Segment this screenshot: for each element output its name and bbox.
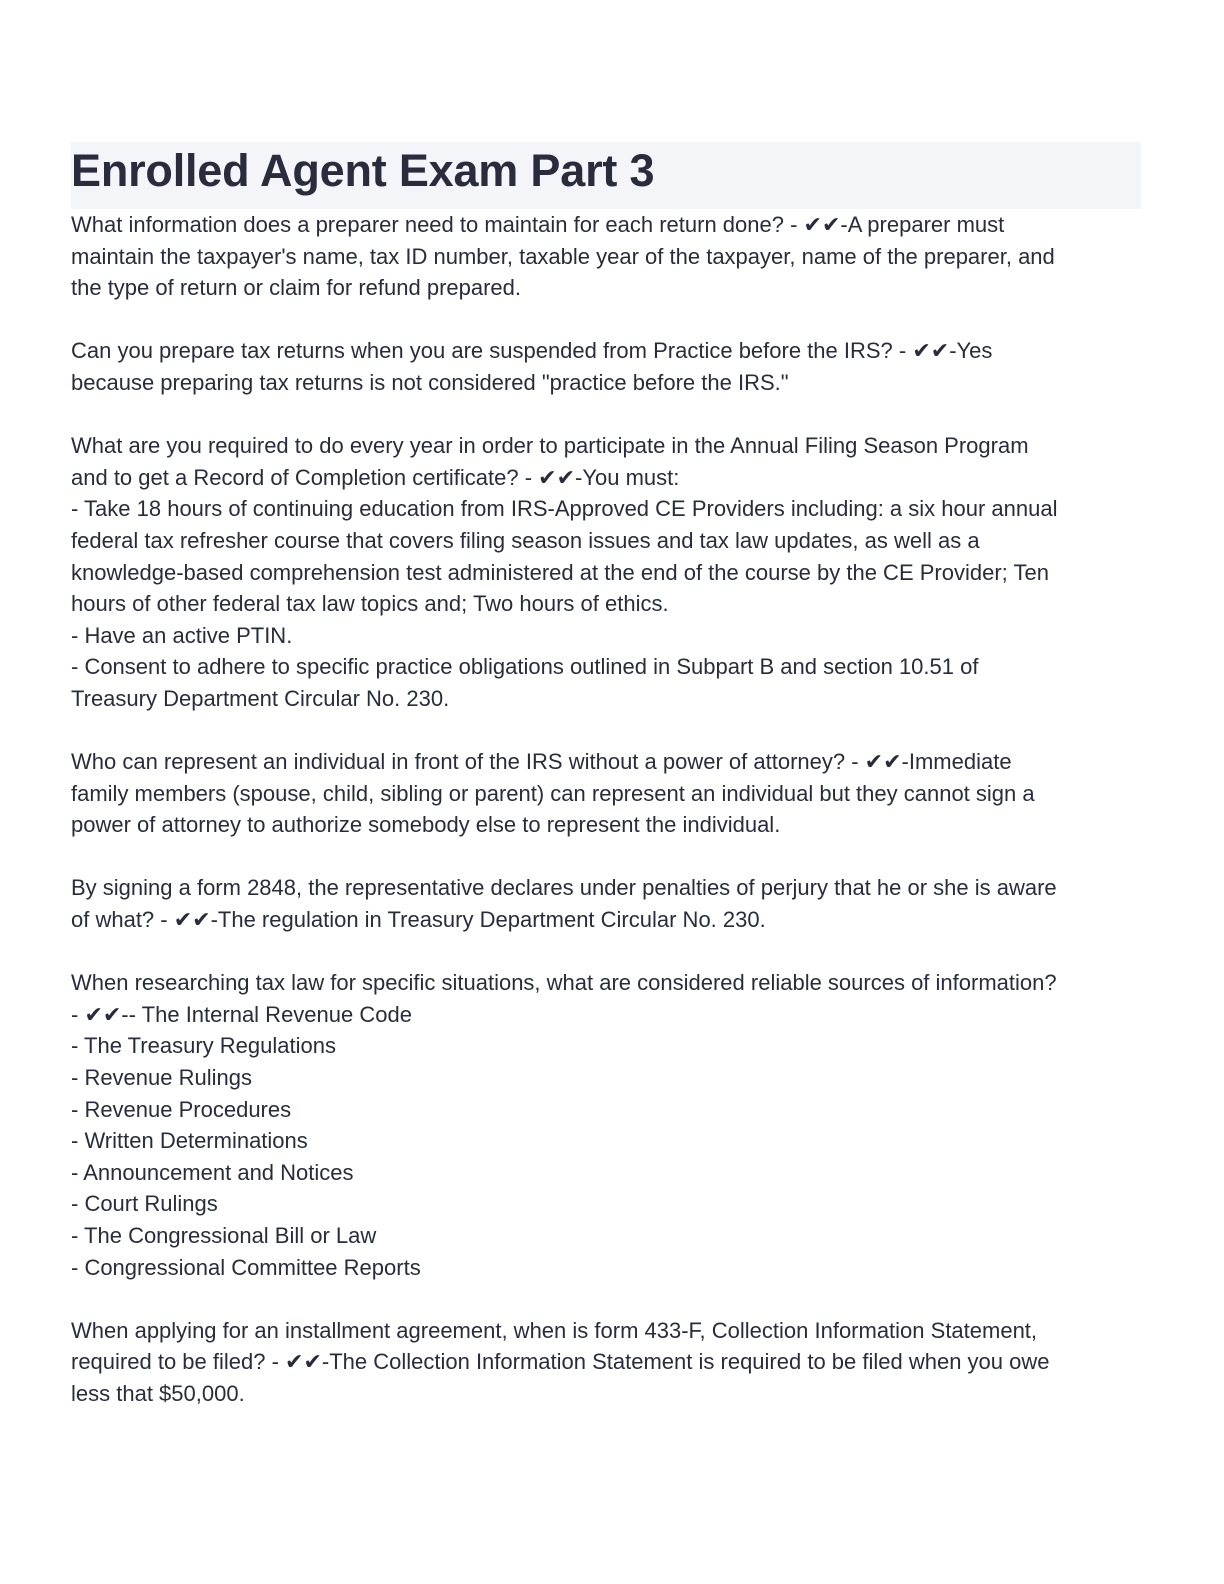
qa-item bbox=[71, 209, 1141, 304]
qa-line: What are you required to do every year in order to participate in the Annual Filing Season Program bbox=[71, 433, 1029, 459]
qa-line: Treasury Department Circular No. 230. bbox=[71, 685, 450, 711]
qa-item bbox=[71, 872, 1141, 935]
title-banner bbox=[71, 142, 1141, 209]
qa-line: federal tax refresher course that covers filing season issues and tax law updates, as well as a bbox=[71, 527, 980, 553]
qa-line: Who can represent an individual in front of the IRS without a power of attorney? - ✔✔-Immediate bbox=[71, 749, 1012, 775]
qa-item bbox=[71, 746, 1141, 841]
qa-line: - Have an active PTIN. bbox=[71, 622, 293, 648]
qa-line: - Announcement and Notices bbox=[71, 1159, 354, 1185]
qa-line: family members (spouse, child, sibling or parent) can represent an individual but they cannot sign a bbox=[71, 780, 1035, 806]
qa-line: By signing a form 2848, the representative declares under penalties of perjury that he or she is aware bbox=[71, 875, 1057, 901]
document-page bbox=[71, 142, 1141, 1441]
qa-line: and to get a Record of Completion certificate? - ✔✔-You must: bbox=[71, 464, 680, 490]
qa-line: Can you prepare tax returns when you are suspended from Practice before the IRS? - ✔✔-Yes bbox=[71, 338, 993, 364]
qa-line: When applying for an installment agreement, when is form 433-F, Collection Information Statement, bbox=[71, 1317, 1038, 1343]
qa-line: - The Treasury Regulations bbox=[71, 1033, 336, 1059]
qa-line: When researching tax law for specific situations, what are considered reliable sources of information? bbox=[71, 970, 1057, 996]
qa-line: hours of other federal tax law topics and; Two hours of ethics. bbox=[71, 591, 669, 617]
document-body bbox=[71, 209, 1141, 1410]
qa-line: What information does a preparer need to maintain for each return done? - ✔✔-A preparer must bbox=[71, 212, 1005, 237]
page-title: Enrolled Agent Exam Part 3 bbox=[71, 145, 655, 196]
qa-line: because preparing tax returns is not considered "practice before the IRS." bbox=[71, 369, 789, 395]
qa-item bbox=[71, 430, 1141, 714]
qa-line: the type of return or claim for refund prepared. bbox=[71, 275, 522, 301]
qa-line: - Congressional Committee Reports bbox=[71, 1254, 421, 1280]
qa-line: knowledge-based comprehension test administered at the end of the course by the CE Provider; Ten bbox=[71, 559, 1049, 585]
qa-line: less that $50,000. bbox=[71, 1380, 245, 1406]
qa-line: - Revenue Procedures bbox=[71, 1096, 292, 1122]
qa-item bbox=[71, 967, 1141, 1283]
qa-item bbox=[71, 335, 1141, 398]
qa-line: - Consent to adhere to specific practice obligations outlined in Subpart B and section 10.51 of bbox=[71, 654, 979, 680]
qa-line: required to be filed? - ✔✔-The Collection Information Statement is required to be filed when you owe bbox=[71, 1349, 1050, 1375]
qa-line: - Court Rulings bbox=[71, 1191, 218, 1217]
qa-item bbox=[71, 1315, 1141, 1410]
qa-line: - Revenue Rulings bbox=[71, 1065, 252, 1091]
qa-line: power of attorney to authorize somebody else to represent the individual. bbox=[71, 812, 781, 838]
qa-line: of what? - ✔✔-The regulation in Treasury Department Circular No. 230. bbox=[71, 907, 766, 933]
qa-line: - ✔✔-- The Internal Revenue Code bbox=[71, 1001, 412, 1027]
qa-line: maintain the taxpayer's name, tax ID number, taxable year of the taxpayer, name of the preparer, and bbox=[71, 243, 1055, 269]
qa-line: - Written Determinations bbox=[71, 1128, 308, 1154]
qa-line: - The Congressional Bill or Law bbox=[71, 1223, 377, 1248]
qa-line: - Take 18 hours of continuing education from IRS-Approved CE Providers including: a six hour annual bbox=[71, 496, 1058, 522]
